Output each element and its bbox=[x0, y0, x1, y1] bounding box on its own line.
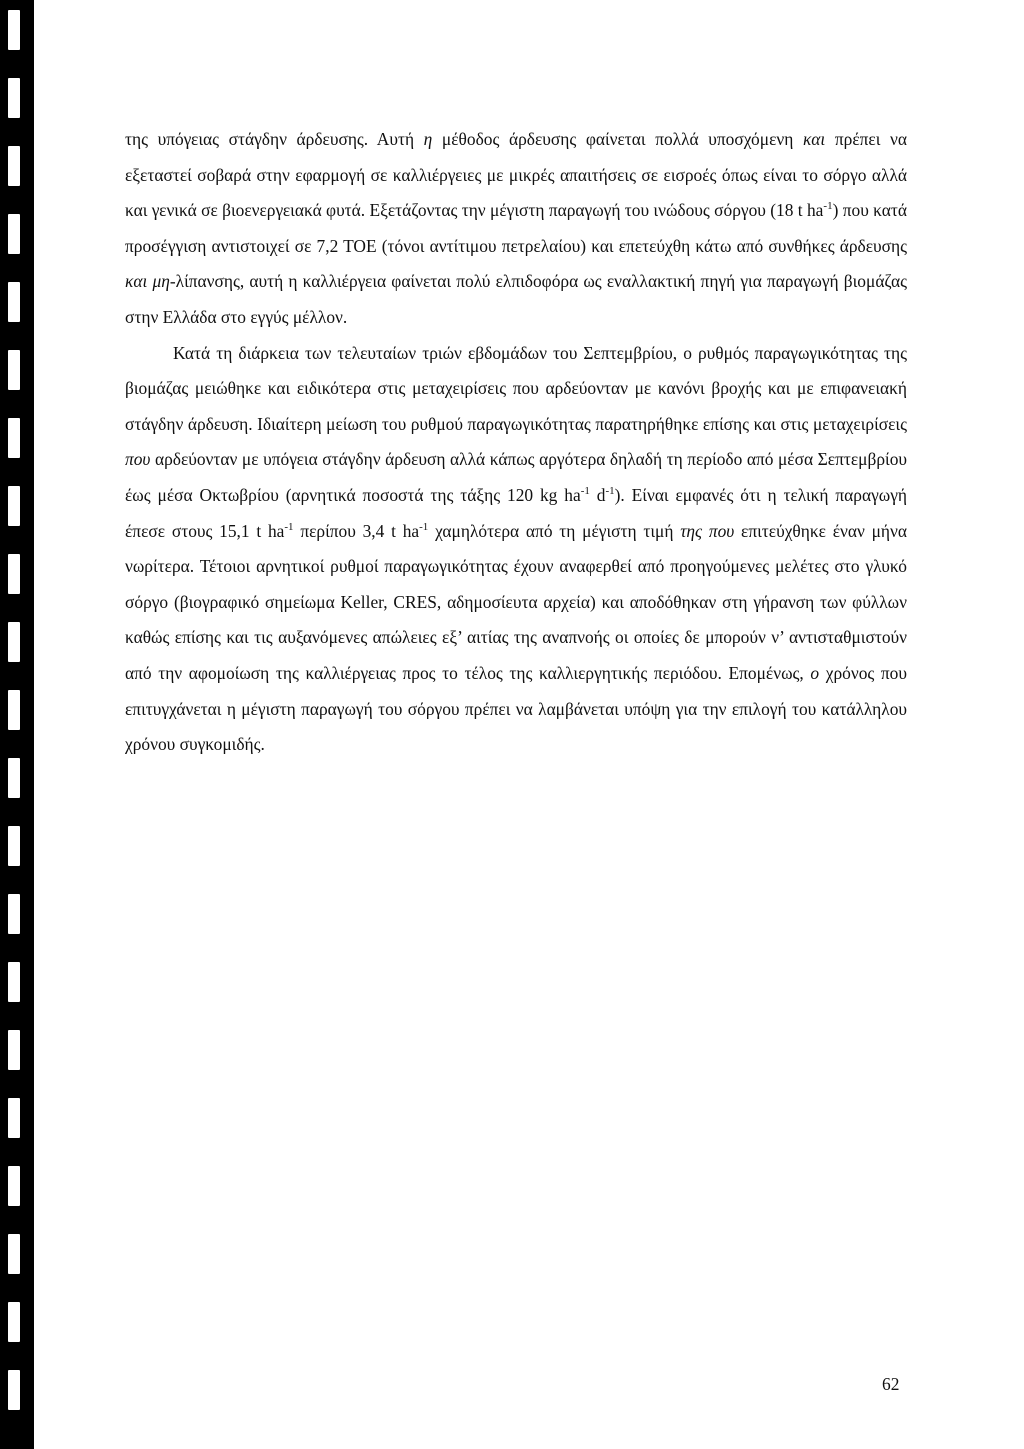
text-run: χαμηλότερα από τη μέγιστη τιμή bbox=[428, 520, 681, 541]
superscript-exponent: -1 bbox=[823, 200, 833, 213]
sprocket-hole bbox=[8, 10, 20, 50]
film-strip-border bbox=[0, 0, 34, 1449]
superscript-exponent: -1 bbox=[605, 484, 615, 497]
sprocket-hole bbox=[8, 894, 20, 934]
sprocket-hole bbox=[8, 214, 20, 254]
text-run: -λίπανσης, αυτή η καλλιέργεια φαίνεται πολύ ελπιδοφόρα ως εναλλακτική πηγή για παραγωγή βιομάζας στην Ελλάδα στο εγγύς μέλλον. bbox=[125, 271, 908, 327]
text-run: d bbox=[589, 484, 606, 505]
sprocket-hole bbox=[8, 418, 20, 458]
sprocket-hole bbox=[8, 690, 20, 730]
sprocket-hole bbox=[8, 622, 20, 662]
page-number: 62 bbox=[882, 1374, 900, 1394]
text-run: αρδεύονταν με υπόγεια στάγδην άρδευση αλλά κάπως αργότερα δηλαδή τη περίοδο από μέσα Σεπτεμβρίου έως μέσα Οκτωβρίου (αρνητικά ποσοστά της τάξης 120 kg ha bbox=[125, 449, 907, 505]
italic-text: και μη bbox=[125, 271, 170, 292]
superscript-exponent: -1 bbox=[284, 520, 294, 533]
text-run: Κατά τη διάρκεια των τελευταίων τριών εβδομάδων του Σεπτεμβρίου, ο ρυθμός παραγωγικότητας της βιομάζας μειώθηκε και ειδικότερα στις μεταχειρίσεις που αρδεύονταν με κανόνι βροχής και με επιφανειακή στάγδην άρδευση. Ιδιαίτερη μείωση του ρυθμού παραγωγικότητας παρατηρήθηκε επίσης και στις μεταχειρίσεις bbox=[125, 342, 907, 434]
sprocket-hole bbox=[8, 1234, 20, 1274]
text-run: επιτεύχθηκε έναν μήνα νωρίτερα. Τέτοιοι αρνητικοί ρυθμοί παραγωγικότητας έχουν αναφερθεί από προηγούμενες μελέτες στο γλυκό σόργο (βιογραφικό σημείωμα Keller, CRES, αδημοσίευτα αρχεία) και αποδόθηκαν στη γήρανση των φύλλων καθώς επίσης και τις αυξανόμενες απώλειες εξ’ αιτίας της αναπνοής οι οποίες δε μπορούν ν’ αντισταθμιστούν από την αφομοίωση της καλλιέργειας προς το τέλος της καλλιεργητικής περιόδου. Επομένως, bbox=[125, 520, 907, 683]
text-run: ) που κατά προσέγγιση αντιστοιχεί σε 7,2 ΤΟΕ (τόνοι αντίτιμου πετρελαίου) και επετεύχθη κάτω από συνθήκες άρδευσης bbox=[125, 200, 907, 256]
italic-text: που bbox=[125, 449, 151, 470]
superscript-exponent: -1 bbox=[419, 520, 429, 533]
text-run: μέθοδος άρδευσης φαίνεται πολλά υποσχόμενη bbox=[432, 129, 803, 149]
paragraph-1 bbox=[125, 122, 907, 336]
italic-text: η bbox=[423, 129, 433, 149]
text-run: πρέπει να εξεταστεί σοβαρά στην εφαρμογή σε καλλιέργειες με μικρές απαιτήσεις σε εισροές όπως είναι το σόργο αλλά και γενικά σε βιοενεργειακά φυτά. Εξετάζοντας την μέγιστη παραγωγή του ινώδους σόργου (18 t ha bbox=[125, 129, 907, 221]
sprocket-hole bbox=[8, 1098, 20, 1138]
paragraph-2 bbox=[125, 336, 907, 763]
sprocket-hole bbox=[8, 146, 20, 186]
italic-text: ο bbox=[810, 662, 820, 683]
sprocket-hole bbox=[8, 78, 20, 118]
sprocket-hole bbox=[8, 486, 20, 526]
sprocket-hole bbox=[8, 1030, 20, 1070]
text-run: ). Είναι εμφανές ότι η τελική παραγωγή έπεσε στους 15,1 t ha bbox=[125, 484, 907, 541]
italic-text: της που bbox=[680, 520, 735, 541]
sprocket-hole bbox=[8, 554, 20, 594]
document-body bbox=[125, 122, 907, 763]
sprocket-hole bbox=[8, 962, 20, 1002]
sprocket-hole bbox=[8, 350, 20, 390]
italic-text: και bbox=[802, 129, 826, 149]
sprocket-hole bbox=[8, 1302, 20, 1342]
sprocket-hole bbox=[8, 1166, 20, 1206]
sprocket-hole bbox=[8, 282, 20, 322]
text-run: της υπόγειας στάγδην άρδευσης. Αυτή bbox=[125, 129, 424, 149]
text-run: περίπου 3,4 t ha bbox=[293, 520, 420, 541]
text-run: χρόνος που επιτυγχάνεται η μέγιστη παραγωγή του σόργου πρέπει να λαμβάνεται υπόψη για την επιλογή του κατάλληλου χρόνου συγκομιδής. bbox=[125, 662, 907, 755]
superscript-exponent: -1 bbox=[580, 484, 590, 497]
sprocket-hole bbox=[8, 1370, 20, 1410]
sprocket-hole bbox=[8, 826, 20, 866]
sprocket-hole bbox=[8, 758, 20, 798]
